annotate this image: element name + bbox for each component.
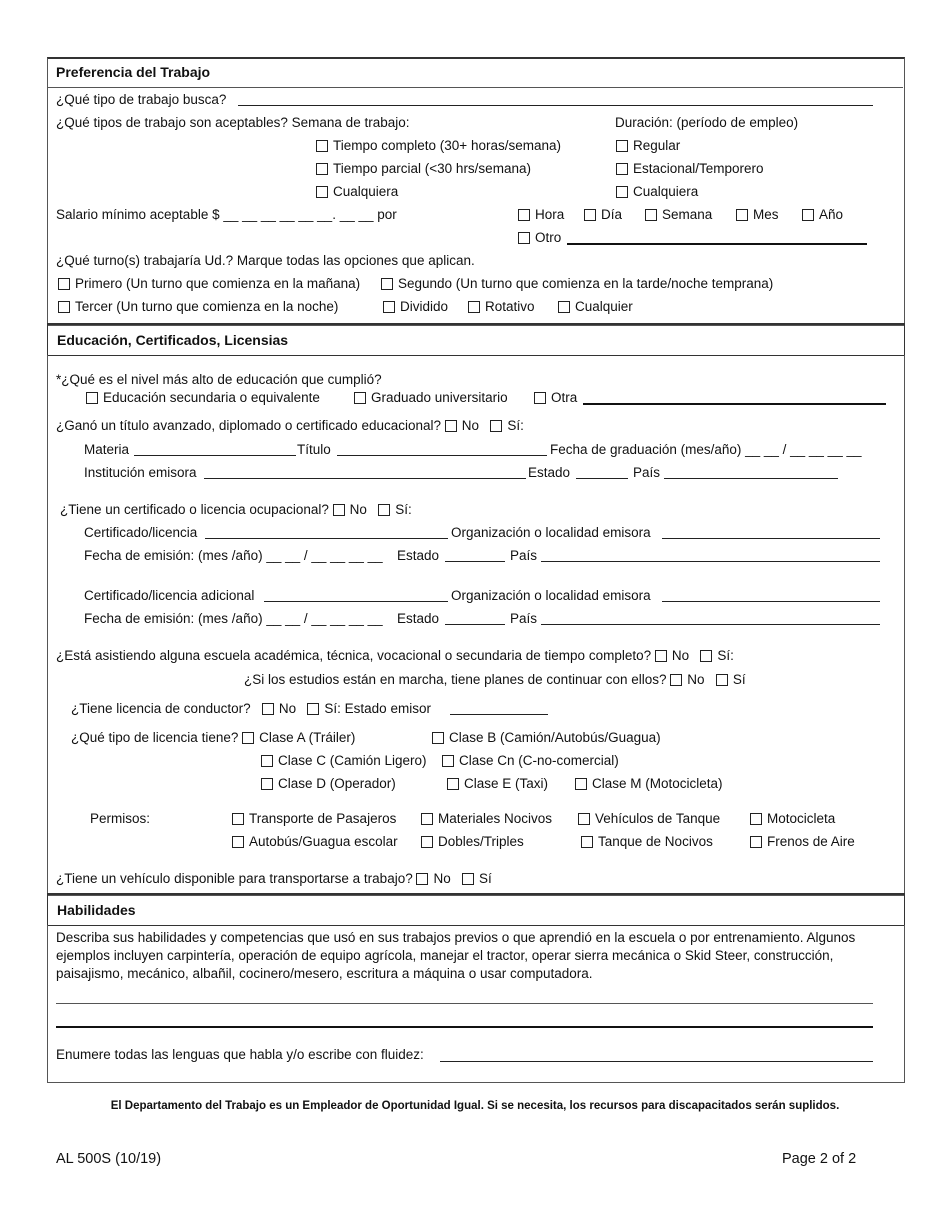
checkbox-icon[interactable] [354, 392, 366, 404]
checkbox-icon[interactable] [700, 650, 712, 662]
checkbox-icon[interactable] [442, 755, 454, 767]
checkbox-icon[interactable] [421, 836, 433, 848]
checkbox-icon[interactable] [616, 163, 628, 175]
school-question: ¿Está asistiendo alguna escuela académica, técnica, vocacional o secundaria de tiempo completo? No Sí: [56, 648, 734, 663]
cert-state-label: Estado [397, 548, 440, 563]
skills-field-line-1[interactable] [56, 1003, 873, 1004]
week-option-part-time[interactable]: Tiempo parcial (<30 hrs/semana) [316, 161, 531, 177]
job-type-question: ¿Qué tipo de trabajo busca? [56, 92, 227, 107]
section-heading-job-preference: Preferencia del Trabajo [56, 64, 211, 80]
checkbox-icon[interactable] [416, 873, 428, 885]
languages-question: Enumere todas las lenguas que habla y/o escribe con fluidez: [56, 1047, 424, 1062]
permit-doubles[interactable]: Dobles/Triples [421, 834, 524, 850]
pay-unit-other[interactable]: Otro [518, 230, 561, 246]
level-other[interactable]: Otra [534, 390, 577, 406]
shift-any[interactable]: Cualquier [558, 299, 633, 315]
page-number: Page 2 of 2 [782, 1151, 857, 1167]
checkbox-icon[interactable] [558, 301, 570, 313]
org-label: Organización o localidad emisora [451, 525, 651, 540]
state-label: Estado [528, 465, 571, 480]
checkbox-icon[interactable] [316, 186, 328, 198]
shift-rotating[interactable]: Rotativo [468, 299, 535, 315]
permit-hazmat[interactable]: Materiales Nocivos [421, 811, 552, 827]
vehicle-question: ¿Tiene un vehículo disponible para transportarse a trabajo? No Sí [56, 871, 492, 886]
week-option-any[interactable]: Cualquiera [316, 184, 398, 200]
cert-state-field[interactable] [445, 561, 505, 562]
checkbox-icon[interactable] [261, 778, 273, 790]
cert-country-label: País [510, 548, 538, 563]
license-type-question: ¿Qué tipo de licencia tiene? Clase A (Tráiler) [71, 730, 356, 745]
shift-first[interactable]: Primero (Un turno que comienza en la mañana) [58, 276, 360, 292]
permit-passenger[interactable]: Transporte de Pasajeros [232, 811, 396, 827]
skills-description: Describa sus habilidades y competencias que usó en sus trabajos previos o que aprendió en la escuela o por entrenamiento. Algunos ejemplos incluyen carpintería, operación de equipo agrícola, manejar el tractor, operar sierra mecánica o Skid Steer, construcción, paisajismo, mecánico, albañil, cocinero/mesero, escritura a máquina o usar computadora. [56, 930, 856, 981]
checkbox-icon[interactable] [447, 778, 459, 790]
checkbox-icon[interactable] [383, 301, 395, 313]
checkbox-icon[interactable] [575, 778, 587, 790]
checkbox-icon[interactable] [261, 755, 273, 767]
subject-field[interactable] [134, 455, 296, 456]
checkbox-icon[interactable] [316, 163, 328, 175]
permit-tank[interactable]: Vehículos de Tanque [578, 811, 720, 827]
checkbox-icon[interactable] [802, 209, 814, 221]
level-graduate[interactable]: Graduado universitario [354, 390, 508, 406]
country-field[interactable] [664, 478, 838, 479]
checkbox-icon[interactable] [421, 813, 433, 825]
education-level-question: *¿Qué es el nivel más alto de educación que cumplió? [56, 372, 382, 387]
issue-date-2[interactable]: Fecha de emisión: (mes /año) __ __ / __ __ __ __ [84, 611, 383, 626]
checkbox-icon[interactable] [716, 674, 728, 686]
org-field-2[interactable] [662, 601, 880, 602]
class-d[interactable]: Clase D (Operador) [261, 776, 396, 792]
checkbox-icon[interactable] [86, 392, 98, 404]
issue-date[interactable]: Fecha de emisión: (mes /año) __ __ / __ __ __ __ [84, 548, 383, 563]
pay-other-field[interactable] [567, 243, 867, 245]
state-field[interactable] [576, 478, 628, 479]
checkbox-icon[interactable] [616, 186, 628, 198]
checkbox-icon[interactable] [736, 209, 748, 221]
section-heading-education: Educación, Certificados, Licensias [57, 332, 289, 348]
salary-field[interactable]: Salario mínimo aceptable $ __ __ __ __ __ __. __ __ por [56, 207, 397, 222]
checkbox-icon[interactable] [670, 674, 682, 686]
title-label: Título [297, 442, 331, 457]
acceptable-types-question: ¿Qué tipos de trabajo son aceptables? Semana de trabajo: [56, 115, 410, 130]
cert-country-label-2: País [510, 611, 538, 626]
checkbox-icon[interactable] [316, 140, 328, 152]
checkbox-icon[interactable] [232, 836, 244, 848]
checkbox-icon[interactable] [58, 278, 70, 290]
cert-state-label-2: Estado [397, 611, 440, 626]
cert-country-field-2[interactable] [541, 624, 880, 625]
country-label: País [633, 465, 661, 480]
institution-label: Institución emisora [84, 465, 197, 480]
duration-option-regular[interactable]: Regular [616, 138, 680, 154]
checkbox-icon[interactable] [518, 209, 530, 221]
checkbox-icon[interactable] [432, 732, 444, 744]
checkbox-icon[interactable] [750, 836, 762, 848]
permit-air-brakes[interactable]: Frenos de Aire [750, 834, 855, 850]
checkbox-icon[interactable] [655, 650, 667, 662]
license-state-field[interactable] [450, 714, 548, 715]
class-b[interactable]: Clase B (Camión/Autobús/Guagua) [432, 730, 661, 746]
checkbox-icon[interactable] [333, 504, 345, 516]
job-type-field[interactable] [238, 105, 873, 106]
checkbox-icon[interactable] [534, 392, 546, 404]
duration-option-any[interactable]: Cualquiera [616, 184, 698, 200]
class-m[interactable]: Clase M (Motocicleta) [575, 776, 723, 792]
title-field[interactable] [337, 455, 547, 456]
checkbox-icon[interactable] [750, 813, 762, 825]
checkbox-icon[interactable] [462, 873, 474, 885]
subject-label: Materia [84, 442, 130, 457]
cert-field[interactable] [205, 538, 448, 539]
checkbox-icon[interactable] [578, 813, 590, 825]
checkbox-icon[interactable] [445, 420, 457, 432]
duration-label: Duración: (período de empleo) [615, 115, 799, 130]
permit-motorcycle[interactable]: Motocicleta [750, 811, 835, 827]
checkbox-icon[interactable] [58, 301, 70, 313]
shift-second[interactable]: Segundo (Un turno que comienza en la tarde/noche temprana) [381, 276, 773, 292]
degree-question: ¿Ganó un título avanzado, diplomado o certificado educacional? No Sí: [56, 418, 524, 433]
permit-tank-hazmat[interactable]: Tanque de Nocivos [581, 834, 713, 850]
checkbox-icon[interactable] [262, 703, 274, 715]
checkbox-icon[interactable] [581, 836, 593, 848]
shift-split[interactable]: Dividido [383, 299, 448, 315]
checkbox-icon[interactable] [584, 209, 596, 221]
equal-opportunity-notice: El Departamento del Trabajo es un Empleador de Oportunidad Igual. Si se necesita, los recursos para discapacitados serán suplidos. [110, 1100, 840, 1112]
institution-field[interactable] [204, 478, 526, 479]
form-id: AL 500S (10/19) [56, 1151, 162, 1167]
class-cn[interactable]: Clase Cn (C-no-comercial) [442, 753, 619, 769]
pay-unit-year[interactable]: Año [802, 207, 843, 223]
languages-field[interactable] [440, 1061, 873, 1062]
checkbox-icon[interactable] [381, 278, 393, 290]
week-option-full-time[interactable]: Tiempo completo (30+ horas/semana) [316, 138, 561, 154]
cert-label: Certificado/licencia [84, 525, 198, 540]
continue-question: ¿Si los estudios están en marcha, tiene planes de continuar con ellos? No Sí [244, 672, 746, 687]
section-heading-skills: Habilidades [57, 902, 136, 918]
class-e[interactable]: Clase E (Taxi) [447, 776, 548, 792]
checkbox-icon[interactable] [468, 301, 480, 313]
checkbox-icon[interactable] [242, 732, 254, 744]
checkbox-icon[interactable] [518, 232, 530, 244]
checkbox-icon[interactable] [616, 140, 628, 152]
org-label-2: Organización o localidad emisora [451, 588, 651, 603]
graduation-date[interactable]: Fecha de graduación (mes/año) __ __ / __ __ __ __ [550, 442, 862, 457]
class-c[interactable]: Clase C (Camión Ligero) [261, 753, 427, 769]
checkbox-icon[interactable] [490, 420, 502, 432]
license-question: ¿Tiene licencia de conductor? No Sí: Estado emisor [71, 701, 431, 716]
level-high-school[interactable]: Educación secundaria o equivalente [86, 390, 320, 406]
education-header [47, 323, 905, 356]
checkbox-icon[interactable] [645, 209, 657, 221]
cert-additional-field[interactable] [264, 601, 448, 602]
cert-state-field-2[interactable] [445, 624, 505, 625]
checkbox-icon[interactable] [307, 703, 319, 715]
skills-header [47, 893, 905, 926]
divider [47, 87, 903, 88]
duration-option-seasonal[interactable]: Estacional/Temporero [616, 161, 764, 177]
pay-unit-hour[interactable]: Hora [518, 207, 564, 223]
checkbox-icon[interactable] [232, 813, 244, 825]
pay-unit-day[interactable]: Día [584, 207, 622, 223]
cert-additional-label: Certificado/licencia adicional [84, 588, 255, 603]
cert-question: ¿Tiene un certificado o licencia ocupacional? No Sí: [60, 502, 412, 517]
org-field[interactable] [662, 538, 880, 539]
checkbox-icon[interactable] [378, 504, 390, 516]
pay-unit-month[interactable]: Mes [736, 207, 779, 223]
permit-school-bus[interactable]: Autobús/Guagua escolar [232, 834, 398, 850]
pay-unit-week[interactable]: Semana [645, 207, 712, 223]
cert-country-field[interactable] [541, 561, 880, 562]
shift-question: ¿Qué turno(s) trabajaría Ud.? Marque todas las opciones que aplican. [56, 253, 475, 268]
shift-third[interactable]: Tercer (Un turno que comienza en la noche) [58, 299, 338, 315]
skills-field-line-2[interactable] [56, 1026, 873, 1028]
level-other-field[interactable] [583, 403, 886, 405]
permits-label: Permisos: [90, 811, 151, 826]
